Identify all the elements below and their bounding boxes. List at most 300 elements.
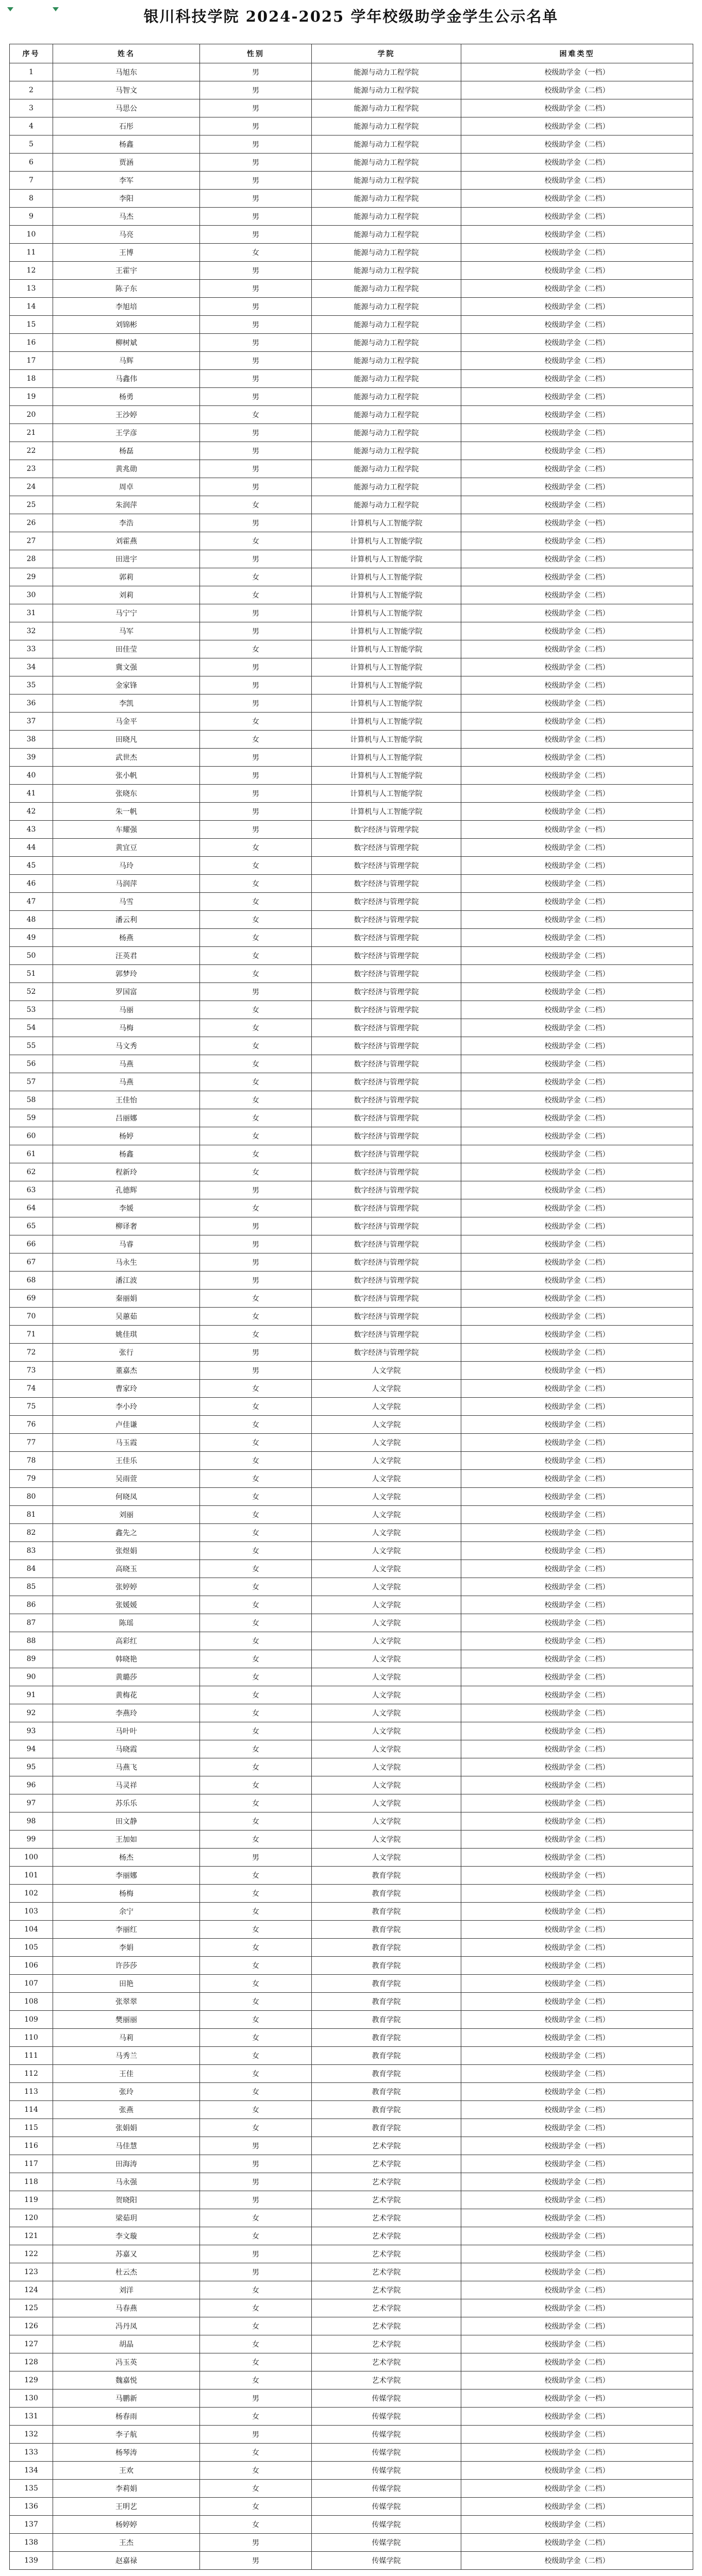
cell-college: 能源与动力工程学院 — [312, 154, 461, 172]
cell-gender: 女 — [200, 1290, 312, 1308]
table-row — [10, 2408, 693, 2426]
cell-aid-type: 校级助学金（二档） — [461, 1758, 693, 1776]
cell-gender: 女 — [200, 1614, 312, 1632]
cell-aid-type: 校级助学金（二档） — [461, 1632, 693, 1650]
cell-aid-type: 校级助学金（二档） — [461, 2155, 693, 2173]
cell-index: 71 — [10, 1326, 53, 1344]
cell-gender: 女 — [200, 1452, 312, 1470]
cell-college: 人文学院 — [312, 1740, 461, 1758]
cell-aid-type: 校级助学金（二档） — [461, 406, 693, 424]
cell-gender: 女 — [200, 1199, 312, 1217]
table-row — [10, 1290, 693, 1308]
cell-index: 53 — [10, 1001, 53, 1019]
cell-gender: 女 — [200, 875, 312, 893]
table-row — [10, 99, 693, 117]
cell-college: 能源与动力工程学院 — [312, 460, 461, 478]
cell-aid-type: 校级助学金（二档） — [461, 1217, 693, 1235]
cell-gender: 男 — [200, 2426, 312, 2444]
table-row — [10, 478, 693, 496]
cell-gender: 女 — [200, 1163, 312, 1181]
cell-name: 罗国富 — [53, 983, 200, 1001]
cell-name: 王学彦 — [53, 424, 200, 442]
cell-college: 计算机与人工智能学院 — [312, 767, 461, 785]
cell-name: 潘云利 — [53, 911, 200, 929]
table-row — [10, 622, 693, 640]
cell-college: 计算机与人工智能学院 — [312, 694, 461, 713]
cell-name: 杨春雨 — [53, 2408, 200, 2426]
cell-name: 柳译奢 — [53, 1217, 200, 1235]
cell-name: 刘莉 — [53, 586, 200, 604]
cell-aid-type: 校级助学金（二档） — [461, 1326, 693, 1344]
cell-aid-type: 校级助学金（二档） — [461, 1812, 693, 1831]
cell-aid-type: 校级助学金（二档） — [461, 424, 693, 442]
cell-name: 韩晓艳 — [53, 1650, 200, 1668]
cell-aid-type: 校级助学金（二档） — [461, 190, 693, 208]
cell-index: 63 — [10, 1181, 53, 1199]
cell-aid-type: 校级助学金（二档） — [461, 550, 693, 568]
cell-index: 3 — [10, 99, 53, 117]
cell-gender: 男 — [200, 2191, 312, 2209]
cell-gender: 男 — [200, 135, 312, 154]
cell-index: 47 — [10, 893, 53, 911]
cell-aid-type: 校级助学金（二档） — [461, 2408, 693, 2426]
cell-name: 李燕玲 — [53, 1704, 200, 1722]
cell-gender: 女 — [200, 640, 312, 658]
cell-college: 人文学院 — [312, 1722, 461, 1740]
table-row — [10, 1344, 693, 1362]
cell-gender: 男 — [200, 81, 312, 99]
cell-name: 马鹏新 — [53, 2389, 200, 2408]
table-row — [10, 2371, 693, 2389]
cell-gender: 男 — [200, 424, 312, 442]
cell-name: 李莉娟 — [53, 2480, 200, 2498]
table-row — [10, 1163, 693, 1181]
table-row — [10, 1001, 693, 1019]
cell-college: 教育学院 — [312, 1885, 461, 1903]
table-row — [10, 1596, 693, 1614]
table-row — [10, 947, 693, 965]
table-row — [10, 2173, 693, 2191]
cell-index: 139 — [10, 2552, 53, 2570]
cell-gender: 女 — [200, 1326, 312, 1344]
cell-aid-type: 校级助学金（二档） — [461, 172, 693, 190]
cell-gender: 女 — [200, 1758, 312, 1776]
header-gender: 性别 — [200, 44, 312, 63]
cell-name: 杨燕 — [53, 929, 200, 947]
cell-gender: 女 — [200, 1019, 312, 1037]
cell-aid-type: 校级助学金（二档） — [461, 1578, 693, 1596]
header-name: 姓名 — [53, 44, 200, 63]
cell-college: 能源与动力工程学院 — [312, 99, 461, 117]
cell-college: 人文学院 — [312, 1434, 461, 1452]
cell-index: 14 — [10, 298, 53, 316]
cell-aid-type: 校级助学金（二档） — [461, 965, 693, 983]
table-row — [10, 244, 693, 262]
cell-aid-type: 校级助学金（二档） — [461, 2047, 693, 2065]
cell-index: 20 — [10, 406, 53, 424]
table-row — [10, 442, 693, 460]
cell-name: 高晓玉 — [53, 1560, 200, 1578]
cell-college: 能源与动力工程学院 — [312, 135, 461, 154]
table-row — [10, 1398, 693, 1416]
cell-name: 何晓凤 — [53, 1488, 200, 1506]
table-row — [10, 676, 693, 694]
table-row — [10, 1506, 693, 1524]
cell-college: 教育学院 — [312, 2065, 461, 2083]
cell-index: 107 — [10, 1975, 53, 1993]
cell-index: 128 — [10, 2353, 53, 2371]
cell-gender: 女 — [200, 1145, 312, 1163]
cell-college: 计算机与人工智能学院 — [312, 785, 461, 803]
cell-index: 69 — [10, 1290, 53, 1308]
cell-name: 李浩 — [53, 514, 200, 532]
cell-aid-type: 校级助学金（二档） — [461, 1831, 693, 1849]
cell-college: 能源与动力工程学院 — [312, 478, 461, 496]
cell-aid-type: 校级助学金（二档） — [461, 604, 693, 622]
cell-aid-type: 校级助学金（二档） — [461, 154, 693, 172]
cell-gender: 女 — [200, 1632, 312, 1650]
cell-aid-type: 校级助学金（二档） — [461, 1145, 693, 1163]
cell-index: 115 — [10, 2119, 53, 2137]
cell-aid-type: 校级助学金（二档） — [461, 1181, 693, 1199]
cell-index: 37 — [10, 713, 53, 731]
cell-college: 人文学院 — [312, 1632, 461, 1650]
cell-name: 武世杰 — [53, 749, 200, 767]
cell-college: 能源与动力工程学院 — [312, 334, 461, 352]
cell-name: 王博 — [53, 244, 200, 262]
cell-name: 田海涛 — [53, 2155, 200, 2173]
cell-aid-type: 校级助学金（二档） — [461, 135, 693, 154]
cell-index: 102 — [10, 1885, 53, 1903]
cell-gender: 女 — [200, 2408, 312, 2426]
table-row — [10, 208, 693, 226]
cell-index: 62 — [10, 1163, 53, 1181]
cell-gender: 女 — [200, 2065, 312, 2083]
cell-aid-type: 校级助学金（二档） — [461, 370, 693, 388]
cell-name: 李军 — [53, 172, 200, 190]
cell-index: 22 — [10, 442, 53, 460]
cell-gender: 女 — [200, 2119, 312, 2137]
cell-aid-type: 校级助学金（二档） — [461, 1037, 693, 1055]
cell-index: 27 — [10, 532, 53, 550]
cell-college: 人文学院 — [312, 1524, 461, 1542]
cell-name: 杜云杰 — [53, 2263, 200, 2281]
cell-name: 马燕飞 — [53, 1758, 200, 1776]
cell-aid-type: 校级助学金（二档） — [461, 2462, 693, 2480]
cell-aid-type: 校级助学金（二档） — [461, 1163, 693, 1181]
cell-name: 田晓凡 — [53, 731, 200, 749]
table-row — [10, 1794, 693, 1812]
table-row — [10, 1849, 693, 1867]
table-row — [10, 316, 693, 334]
cell-aid-type: 校级助学金（二档） — [461, 767, 693, 785]
cell-aid-type: 校级助学金（二档） — [461, 2101, 693, 2119]
cell-college: 数字经济与管理学院 — [312, 1001, 461, 1019]
cell-aid-type: 校级助学金（二档） — [461, 1849, 693, 1867]
cell-college: 数字经济与管理学院 — [312, 1344, 461, 1362]
cell-aid-type: 校级助学金（一档） — [461, 2137, 693, 2155]
cell-index: 85 — [10, 1578, 53, 1596]
cell-index: 122 — [10, 2245, 53, 2263]
cell-index: 70 — [10, 1308, 53, 1326]
cell-college: 数字经济与管理学院 — [312, 1109, 461, 1127]
cell-gender: 女 — [200, 244, 312, 262]
cell-gender: 女 — [200, 2498, 312, 2516]
cell-name: 马亮 — [53, 226, 200, 244]
cell-name: 冀文强 — [53, 658, 200, 676]
cell-gender: 女 — [200, 1308, 312, 1326]
table-row — [10, 1939, 693, 1957]
table-row — [10, 1812, 693, 1831]
cell-college: 数字经济与管理学院 — [312, 1145, 461, 1163]
cell-name: 张媛媛 — [53, 1596, 200, 1614]
cell-name: 杨鑫 — [53, 1145, 200, 1163]
cell-college: 数字经济与管理学院 — [312, 1073, 461, 1091]
cell-aid-type: 校级助学金（二档） — [461, 1506, 693, 1524]
table-row — [10, 262, 693, 280]
cell-index: 106 — [10, 1957, 53, 1975]
cell-index: 65 — [10, 1217, 53, 1235]
table-row — [10, 226, 693, 244]
cell-name: 李旭培 — [53, 298, 200, 316]
cell-college: 能源与动力工程学院 — [312, 208, 461, 226]
cell-aid-type: 校级助学金（二档） — [461, 2065, 693, 2083]
cell-college: 计算机与人工智能学院 — [312, 640, 461, 658]
cell-gender: 男 — [200, 514, 312, 532]
cell-name: 杨磊 — [53, 442, 200, 460]
table-row — [10, 2317, 693, 2335]
cell-aid-type: 校级助学金（二档） — [461, 1686, 693, 1704]
cell-aid-type: 校级助学金（二档） — [461, 749, 693, 767]
cell-name: 潘江波 — [53, 1272, 200, 1290]
table-row — [10, 2155, 693, 2173]
cell-index: 123 — [10, 2263, 53, 2281]
cell-aid-type: 校级助学金（二档） — [461, 1740, 693, 1758]
cell-aid-type: 校级助学金（二档） — [461, 1019, 693, 1037]
cell-gender: 男 — [200, 2263, 312, 2281]
cell-aid-type: 校级助学金（二档） — [461, 388, 693, 406]
cell-aid-type: 校级助学金（二档） — [461, 1199, 693, 1217]
table-row — [10, 2083, 693, 2101]
cell-gender: 女 — [200, 1001, 312, 1019]
cell-index: 33 — [10, 640, 53, 658]
cell-name: 吴蕙茹 — [53, 1308, 200, 1326]
cell-gender: 女 — [200, 1812, 312, 1831]
table-row — [10, 1091, 693, 1109]
table-row — [10, 135, 693, 154]
table-row — [10, 1253, 693, 1272]
cell-index: 68 — [10, 1272, 53, 1290]
cell-aid-type: 校级助学金（一档） — [461, 2389, 693, 2408]
cell-name: 李阳 — [53, 190, 200, 208]
table-row — [10, 1993, 693, 2011]
cell-college: 数字经济与管理学院 — [312, 1055, 461, 1073]
table-row — [10, 2065, 693, 2083]
cell-index: 58 — [10, 1091, 53, 1109]
cell-aid-type: 校级助学金（二档） — [461, 244, 693, 262]
table-row — [10, 839, 693, 857]
table-row — [10, 2245, 693, 2263]
cell-name: 马燕 — [53, 1055, 200, 1073]
cell-index: 73 — [10, 1362, 53, 1380]
cell-college: 计算机与人工智能学院 — [312, 568, 461, 586]
table-row — [10, 1903, 693, 1921]
cell-gender: 女 — [200, 839, 312, 857]
cell-aid-type: 校级助学金（二档） — [461, 81, 693, 99]
table-row — [10, 2444, 693, 2462]
cell-name: 车耀强 — [53, 821, 200, 839]
cell-name: 李子航 — [53, 2426, 200, 2444]
cell-gender: 女 — [200, 1921, 312, 1939]
cell-college: 计算机与人工智能学院 — [312, 731, 461, 749]
table-row — [10, 1380, 693, 1398]
cell-gender: 女 — [200, 1506, 312, 1524]
cell-college: 能源与动力工程学院 — [312, 244, 461, 262]
table-row — [10, 1704, 693, 1722]
cell-index: 13 — [10, 280, 53, 298]
cell-name: 李凯 — [53, 694, 200, 713]
cell-index: 31 — [10, 604, 53, 622]
cell-name: 樊丽丽 — [53, 2011, 200, 2029]
cell-name: 杨婷 — [53, 1127, 200, 1145]
table-row — [10, 1921, 693, 1939]
cell-college: 数字经济与管理学院 — [312, 1199, 461, 1217]
cell-index: 91 — [10, 1686, 53, 1704]
table-row — [10, 893, 693, 911]
cell-name: 周卓 — [53, 478, 200, 496]
cell-college: 能源与动力工程学院 — [312, 298, 461, 316]
cell-college: 能源与动力工程学院 — [312, 406, 461, 424]
cell-index: 15 — [10, 316, 53, 334]
cell-gender: 女 — [200, 2209, 312, 2227]
cell-index: 112 — [10, 2065, 53, 2083]
table-row — [10, 1073, 693, 1091]
table-row — [10, 1272, 693, 1290]
cell-gender: 女 — [200, 1434, 312, 1452]
cell-name: 吴雨萱 — [53, 1470, 200, 1488]
cell-index: 84 — [10, 1560, 53, 1578]
cell-aid-type: 校级助学金（一档） — [461, 821, 693, 839]
cell-index: 24 — [10, 478, 53, 496]
cell-gender: 男 — [200, 803, 312, 821]
cell-index: 6 — [10, 154, 53, 172]
cell-name: 朱润萍 — [53, 496, 200, 514]
cell-gender: 女 — [200, 1686, 312, 1704]
cell-name: 马春燕 — [53, 2299, 200, 2317]
cell-index: 105 — [10, 1939, 53, 1957]
table-row — [10, 2299, 693, 2317]
cell-index: 104 — [10, 1921, 53, 1939]
cell-college: 人文学院 — [312, 1416, 461, 1434]
cell-index: 109 — [10, 2011, 53, 2029]
cell-college: 教育学院 — [312, 1957, 461, 1975]
cell-gender: 男 — [200, 694, 312, 713]
cell-aid-type: 校级助学金（二档） — [461, 947, 693, 965]
cell-college: 教育学院 — [312, 1921, 461, 1939]
table-row — [10, 190, 693, 208]
cell-aid-type: 校级助学金（二档） — [461, 1109, 693, 1127]
cell-college: 人文学院 — [312, 1686, 461, 1704]
cell-gender: 男 — [200, 1362, 312, 1380]
cell-college: 数字经济与管理学院 — [312, 1308, 461, 1326]
cell-name: 李媛 — [53, 1199, 200, 1217]
table-row — [10, 2137, 693, 2155]
cell-gender: 男 — [200, 1272, 312, 1290]
cell-gender: 女 — [200, 1975, 312, 1993]
cell-gender: 女 — [200, 1524, 312, 1542]
cell-gender: 男 — [200, 2173, 312, 2191]
cell-aid-type: 校级助学金（二档） — [461, 568, 693, 586]
table-row — [10, 1217, 693, 1235]
cell-index: 16 — [10, 334, 53, 352]
recipient-table-container — [9, 44, 693, 2570]
cell-aid-type: 校级助学金（二档） — [461, 2371, 693, 2389]
cell-college: 艺术学院 — [312, 2227, 461, 2245]
cell-gender: 男 — [200, 334, 312, 352]
cell-index: 30 — [10, 586, 53, 604]
cell-gender: 女 — [200, 1073, 312, 1091]
cell-index: 79 — [10, 1470, 53, 1488]
cell-college: 人文学院 — [312, 1506, 461, 1524]
cell-index: 10 — [10, 226, 53, 244]
cell-name: 曹家玲 — [53, 1380, 200, 1398]
cell-aid-type: 校级助学金（二档） — [461, 2173, 693, 2191]
table-row — [10, 1776, 693, 1794]
cell-aid-type: 校级助学金（二档） — [461, 622, 693, 640]
table-row — [10, 2426, 693, 2444]
table-row — [10, 2047, 693, 2065]
cell-gender: 女 — [200, 532, 312, 550]
cell-aid-type: 校级助学金（二档） — [461, 2209, 693, 2227]
cell-index: 81 — [10, 1506, 53, 1524]
table-row — [10, 1632, 693, 1650]
cell-index: 132 — [10, 2426, 53, 2444]
table-row — [10, 2191, 693, 2209]
table-row — [10, 568, 693, 586]
cell-aid-type: 校级助学金（二档） — [461, 496, 693, 514]
cell-gender: 女 — [200, 947, 312, 965]
cell-index: 56 — [10, 1055, 53, 1073]
cell-college: 传媒学院 — [312, 2408, 461, 2426]
cell-gender: 男 — [200, 767, 312, 785]
cell-index: 42 — [10, 803, 53, 821]
cell-index: 75 — [10, 1398, 53, 1416]
table-row — [10, 731, 693, 749]
cell-aid-type: 校级助学金（二档） — [461, 1975, 693, 1993]
cell-aid-type: 校级助学金（二档） — [461, 640, 693, 658]
cell-name: 苏乐乐 — [53, 1794, 200, 1812]
cell-index: 93 — [10, 1722, 53, 1740]
cell-index: 50 — [10, 947, 53, 965]
cell-gender: 男 — [200, 460, 312, 478]
cell-aid-type: 校级助学金（一档） — [461, 63, 693, 81]
cell-college: 能源与动力工程学院 — [312, 81, 461, 99]
cell-aid-type: 校级助学金（二档） — [461, 2480, 693, 2498]
table-row — [10, 550, 693, 568]
cell-college: 能源与动力工程学院 — [312, 496, 461, 514]
cell-index: 138 — [10, 2534, 53, 2552]
cell-gender: 女 — [200, 1867, 312, 1885]
cell-name: 孔德辉 — [53, 1181, 200, 1199]
table-row — [10, 1452, 693, 1470]
cell-aid-type: 校级助学金（二档） — [461, 2426, 693, 2444]
cell-college: 数字经济与管理学院 — [312, 839, 461, 857]
cell-index: 21 — [10, 424, 53, 442]
table-row — [10, 1524, 693, 1542]
cell-gender: 女 — [200, 2047, 312, 2065]
cell-college: 人文学院 — [312, 1578, 461, 1596]
cell-name: 梁茹玥 — [53, 2209, 200, 2227]
